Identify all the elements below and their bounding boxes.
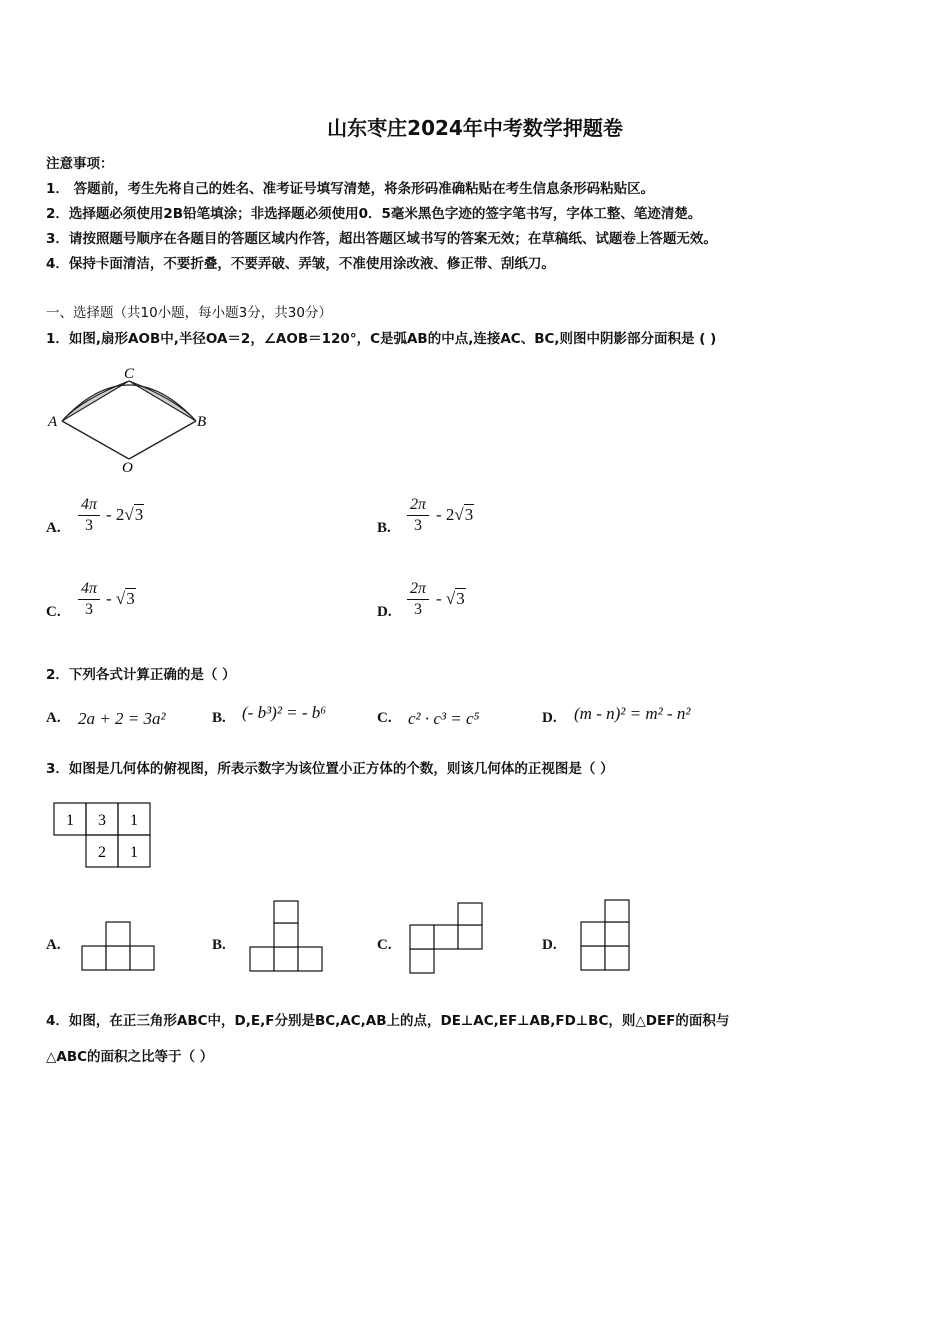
fraction-denominator: 3 — [85, 601, 93, 618]
q2-option-c-label[interactable]: C. — [377, 710, 392, 726]
fraction-numerator: 4π — [78, 579, 100, 600]
sector-figure — [44, 364, 210, 476]
q3-option-c-label[interactable]: C. — [377, 937, 392, 953]
q3-option-b-view[interactable] — [248, 899, 324, 973]
fraction-numerator: 2π — [407, 495, 429, 516]
fraction-numerator: 4π — [78, 495, 100, 516]
q1-option-c-fraction — [78, 579, 100, 620]
grid-cell: 1 — [130, 844, 138, 861]
q1-option-a-tail: - 2√3 — [106, 505, 144, 524]
grid-cell: 1 — [130, 812, 138, 829]
q1-option-b-tail: - 2√3 — [436, 505, 474, 524]
fraction-denominator: 3 — [414, 517, 422, 534]
label-c: C — [124, 366, 135, 382]
top-view-grid — [52, 800, 152, 870]
label-o: O — [122, 460, 133, 476]
q1-option-d-fraction — [407, 579, 429, 620]
question-4-text-line2: △ABC的面积之比等于（ ） — [46, 1049, 214, 1065]
question-1-text: 1．如图,扇形AOB中,半径OA＝2，∠AOB＝120°，C是弧AB的中点,连接AC、BC,则图中阴影部分面积是 ( ) — [46, 331, 717, 347]
q3-option-b-label[interactable]: B. — [212, 937, 226, 953]
q2-option-a-expr: 2a + 2 = 3a² — [78, 709, 166, 728]
q1-option-a-label[interactable]: A. — [46, 520, 61, 536]
section-heading: 一、选择题（共10小题，每小题3分，共30分） — [46, 305, 332, 321]
q1-option-b-fraction — [407, 495, 429, 536]
q1-option-c-label[interactable]: C. — [46, 604, 61, 620]
q2-option-d-label[interactable]: D. — [542, 710, 557, 726]
grid-cell: 3 — [98, 812, 106, 829]
page-title: 山东枣庄2024年中考数学押题卷 — [327, 116, 623, 140]
notice-heading: 注意事项： — [46, 156, 114, 172]
q1-option-d-label[interactable]: D. — [377, 604, 392, 620]
q2-option-a-label[interactable]: A. — [46, 710, 61, 726]
q2-option-c-expr: c² · c³ = c⁵ — [408, 709, 480, 728]
grid-cell: 2 — [98, 844, 106, 861]
notice-item: 1． 答题前，考生先将自己的姓名、准考证号填写清楚，将条形码准确粘贴在考生信息条形码粘贴区。 — [46, 181, 655, 197]
q1-option-a-fraction — [78, 495, 100, 536]
q3-option-c-view[interactable] — [408, 901, 484, 975]
q1-option-c-tail: - √3 — [106, 589, 135, 608]
q1-option-d-tail: - √3 — [436, 589, 465, 608]
question-3-text: 3．如图是几何体的俯视图，所表示数字为该位置小正方体的个数，则该几何体的正视图是（ ） — [46, 761, 614, 777]
q1-option-b-label[interactable]: B. — [377, 520, 391, 536]
label-b: B — [197, 414, 207, 430]
notice-item: 4．保持卡面清洁，不要折叠，不要弄破、弄皱，不准使用涂改液、修正带、刮纸刀。 — [46, 256, 555, 272]
label-a: A — [48, 414, 58, 430]
q3-option-a-view[interactable] — [80, 920, 156, 972]
q3-option-d-view[interactable] — [579, 898, 633, 972]
fraction-denominator: 3 — [414, 601, 422, 618]
notice-item: 3．请按照题号顺序在各题目的答题区域内作答，超出答题区域书写的答案无效；在草稿纸、试题卷上答题无效。 — [46, 231, 717, 247]
q2-option-d-expr: (m - n)² = m² - n² — [574, 704, 691, 723]
question-2-text: 2．下列各式计算正确的是（ ） — [46, 667, 236, 683]
fraction-numerator: 2π — [407, 579, 429, 600]
q2-option-b-expr: (- b³)² = - b⁶ — [242, 703, 327, 722]
fraction-denominator: 3 — [85, 517, 93, 534]
q3-option-d-label[interactable]: D. — [542, 937, 557, 953]
q3-option-a-label[interactable]: A. — [46, 937, 61, 953]
grid-cell: 1 — [66, 812, 74, 829]
q2-option-b-label[interactable]: B. — [212, 710, 226, 726]
notice-item: 2．选择题必须使用2B铅笔填涂；非选择题必须使用0．5毫米黑色字迹的签字笔书写，字体工整、笔迹清楚。 — [46, 206, 702, 222]
question-4-text-line1: 4．如图，在正三角形ABC中，D,E,F分别是BC,AC,AB上的点，DE⊥AC,EF⊥AB,FD⊥BC，则△DEF的面积与 — [46, 1013, 730, 1029]
